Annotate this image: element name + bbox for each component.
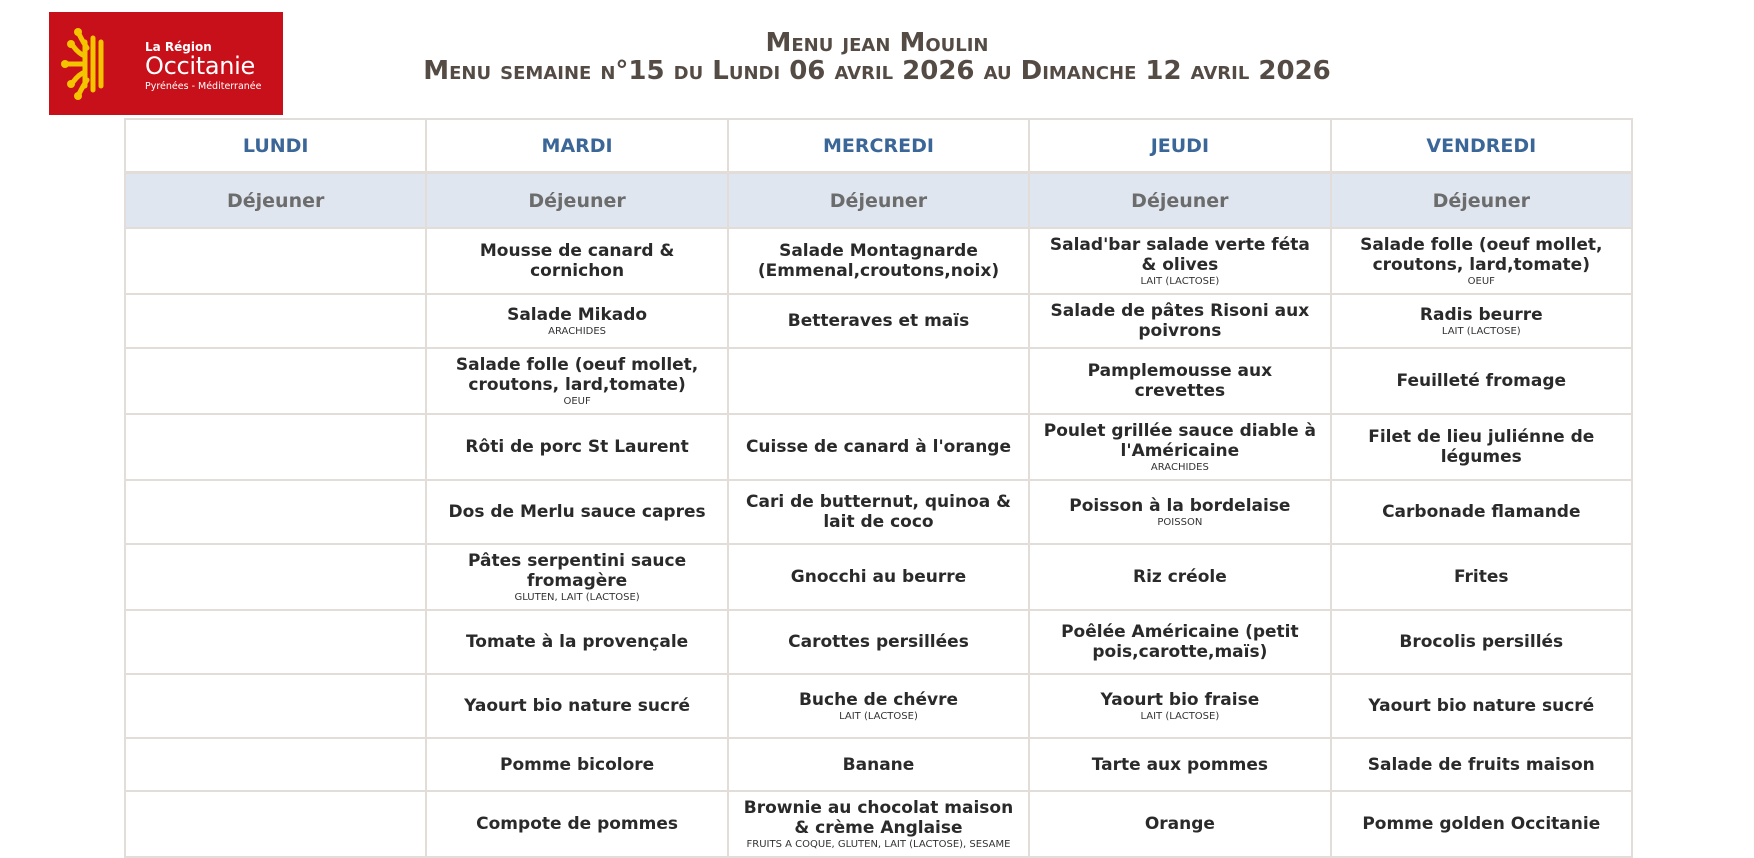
logo-text-la-region: La Région: [145, 40, 212, 54]
dish-name: Salade Mikado: [507, 305, 648, 325]
dish-name: Banane: [842, 754, 915, 775]
menu-cell-mardi: [426, 791, 727, 857]
menu-cell-vendredi: [1331, 738, 1632, 791]
day-header-mercredi: MERCREDI: [728, 119, 1029, 172]
allergen-note: GLUTEN, LAIT (LACTOSE): [514, 592, 640, 603]
menu-cell-jeudi: [1029, 674, 1330, 738]
menu-row: [125, 610, 1632, 674]
dish-name: Yaourt bio fraise: [1100, 690, 1260, 710]
allergen-note: LAIT (LACTOSE): [1140, 711, 1220, 722]
menu-cell-lundi: [125, 610, 426, 674]
menu-cell-lundi: [125, 414, 426, 480]
dish-name: Brocolis persillés: [1399, 632, 1564, 652]
menu-cell-vendredi: [1331, 610, 1632, 674]
menu-cell-vendredi: [1331, 228, 1632, 294]
menu-cell-jeudi: [1029, 348, 1330, 414]
menu-row: [125, 544, 1632, 610]
dish-name: Riz créole: [1132, 567, 1227, 587]
allergen-note: ARACHIDES: [1150, 462, 1209, 473]
menu-row: [125, 791, 1632, 857]
menu-cell-mardi: [426, 674, 727, 738]
menu-cell-jeudi: [1029, 610, 1330, 674]
dish-name: Rôti de porc St Laurent: [465, 437, 689, 457]
dish-name: Compote de pommes: [476, 814, 678, 834]
dish-name: Poisson à la bordelaise: [1069, 496, 1291, 516]
dish-name: Cuisse de canard à l'orange: [745, 437, 1011, 457]
meal-label-vendredi: Déjeuner: [1331, 173, 1632, 228]
day-header-vendredi: VENDREDI: [1331, 119, 1632, 172]
dish-name: Salade de pâtes Risoni aux poivrons: [1050, 301, 1310, 341]
dish-name: Frites: [1454, 567, 1509, 587]
menu-cell-vendredi: [1331, 480, 1632, 544]
allergen-note: OEUF: [563, 396, 591, 407]
menu-cell-vendredi: [1331, 544, 1632, 610]
menu-cell-jeudi: [1029, 294, 1330, 348]
menu-cell-jeudi: [1029, 480, 1330, 544]
logo-text-occitanie: Occitanie: [145, 52, 256, 80]
menu-cell-vendredi: [1331, 414, 1632, 480]
day-header-lundi: LUNDI: [125, 119, 426, 172]
dish-name: Feuilleté fromage: [1396, 371, 1567, 391]
menu-cell-mardi: [426, 414, 727, 480]
menu-cell-mardi: [426, 544, 727, 610]
menu-cell-lundi: [125, 348, 426, 414]
dish-name: Dos de Merlu sauce capres: [448, 502, 706, 522]
dish-name: Pomme golden Occitanie: [1362, 814, 1601, 834]
menu-cell-mercredi: [728, 348, 1029, 414]
menu-cell-vendredi: [1331, 294, 1632, 348]
meal-label-mercredi: Déjeuner: [728, 173, 1029, 228]
menu-cell-mercredi: [728, 610, 1029, 674]
allergen-note: POISSON: [1157, 517, 1203, 528]
day-header-mardi: MARDI: [426, 119, 727, 172]
dish-name: Brownie au chocolat maison & crème Anglaise: [743, 798, 1014, 838]
menu-row: [125, 348, 1632, 414]
menu-row: [125, 738, 1632, 791]
menu-cell-lundi: [125, 738, 426, 791]
menu-cell-lundi: [125, 544, 426, 610]
dish-name: Carottes persillées: [788, 632, 969, 652]
dish-name: Salade folle (oeuf mollet, croutons, lard,tomate): [455, 355, 699, 395]
menu-cell-lundi: [125, 791, 426, 857]
menu-cell-jeudi: [1029, 414, 1330, 480]
dish-name: Carbonade flamande: [1382, 502, 1581, 522]
menu-cell-mercredi: [728, 480, 1029, 544]
dish-name: Salade Montagnarde (Emmenal,croutons,noix): [757, 241, 1000, 281]
menu-cell-mercredi: [728, 294, 1029, 348]
menu-cell-jeudi: [1029, 228, 1330, 294]
menu-cell-mardi: [426, 480, 727, 544]
days-row: [125, 119, 1632, 172]
menu-cell-mardi: [426, 348, 727, 414]
menu-week-subtitle: Menu semaine n°15 du Lundi 06 avril 2026 au Dimanche 12 avril 2026: [423, 56, 1331, 86]
menu-cell-mardi: [426, 610, 727, 674]
menu-cell-vendredi: [1331, 791, 1632, 857]
menu-cell-lundi: [125, 674, 426, 738]
menu-cell-jeudi: [1029, 791, 1330, 857]
menu-cell-mercredi: [728, 738, 1029, 791]
dish-name: Salad'bar salade verte féta & olives: [1049, 235, 1310, 275]
dish-name: Radis beurre: [1419, 305, 1543, 325]
menu-cell-mardi: [426, 294, 727, 348]
allergen-note: LAIT (LACTOSE): [1140, 276, 1220, 287]
menu-row: [125, 294, 1632, 348]
meal-label-mardi: Déjeuner: [426, 173, 727, 228]
allergen-note: LAIT (LACTOSE): [1441, 326, 1521, 337]
dish-name: Yaourt bio nature sucré: [1368, 696, 1595, 716]
menu-cell-jeudi: [1029, 544, 1330, 610]
dish-name: Tomate à la provençale: [465, 632, 689, 652]
menu-cell-mercredi: [728, 791, 1029, 857]
meal-label-lundi: Déjeuner: [125, 173, 426, 228]
dish-name: Poêlée Américaine (petit pois,carotte,maïs): [1061, 622, 1299, 662]
dish-name: Pâtes serpentini sauce fromagère: [468, 551, 687, 591]
dish-name: Tarte aux pommes: [1091, 754, 1268, 775]
dish-name: Betteraves et maïs: [787, 311, 970, 331]
dish-name: Cari de butternut, quinoa & lait de coco: [746, 492, 1011, 532]
menu-cell-vendredi: [1331, 348, 1632, 414]
menu-row: [125, 674, 1632, 738]
menu-cell-mercredi: [728, 228, 1029, 294]
menu-table: [124, 172, 1633, 858]
allergen-note: FRUITS A COQUE, GLUTEN, LAIT (LACTOSE), SESAME: [746, 839, 1011, 850]
dish-name: Orange: [1144, 814, 1215, 834]
dish-name: Poulet grillée sauce diable à l'Américaine: [1043, 421, 1316, 461]
logo-text-pyrenees: Pyrénées - Méditerranée: [145, 81, 262, 92]
menu-row: [125, 414, 1632, 480]
menu-body: [125, 228, 1632, 857]
dish-name: Filet de lieu juliénne de légumes: [1368, 427, 1595, 467]
dish-name: Yaourt bio nature sucré: [464, 696, 691, 716]
meal-label-row: [125, 173, 1632, 228]
dish-name: Buche de chévre: [798, 690, 958, 710]
menu-cell-jeudi: [1029, 738, 1330, 791]
menu-cell-vendredi: [1331, 674, 1632, 738]
allergen-note: LAIT (LACTOSE): [839, 711, 918, 722]
menu-cell-mercredi: [728, 544, 1029, 610]
menu-row: [125, 228, 1632, 294]
dish-name: Mousse de canard & cornichon: [479, 241, 675, 281]
menu-cell-lundi: [125, 294, 426, 348]
dish-name: Salade de fruits maison: [1367, 754, 1595, 775]
day-header-jeudi: JEUDI: [1029, 119, 1330, 172]
dish-name: Salade folle (oeuf mollet, croutons, lard,tomate): [1360, 235, 1603, 275]
menu-cell-mercredi: [728, 414, 1029, 480]
days-header-table: [124, 118, 1633, 173]
menu-cell-mercredi: [728, 674, 1029, 738]
allergen-note: ARACHIDES: [548, 326, 607, 337]
allergen-note: OEUF: [1467, 276, 1495, 287]
menu-cell-lundi: [125, 228, 426, 294]
meal-label-jeudi: Déjeuner: [1029, 173, 1330, 228]
dish-name: Pamplemousse aux crevettes: [1087, 361, 1273, 401]
menu-cell-lundi: [125, 480, 426, 544]
menu-cell-mardi: [426, 228, 727, 294]
dish-name: Gnocchi au beurre: [790, 567, 967, 587]
dish-name: Pomme bicolore: [499, 754, 655, 775]
menu-cell-mardi: [426, 738, 727, 791]
menu-row: [125, 480, 1632, 544]
menu-title: Menu jean Moulin: [765, 28, 989, 58]
